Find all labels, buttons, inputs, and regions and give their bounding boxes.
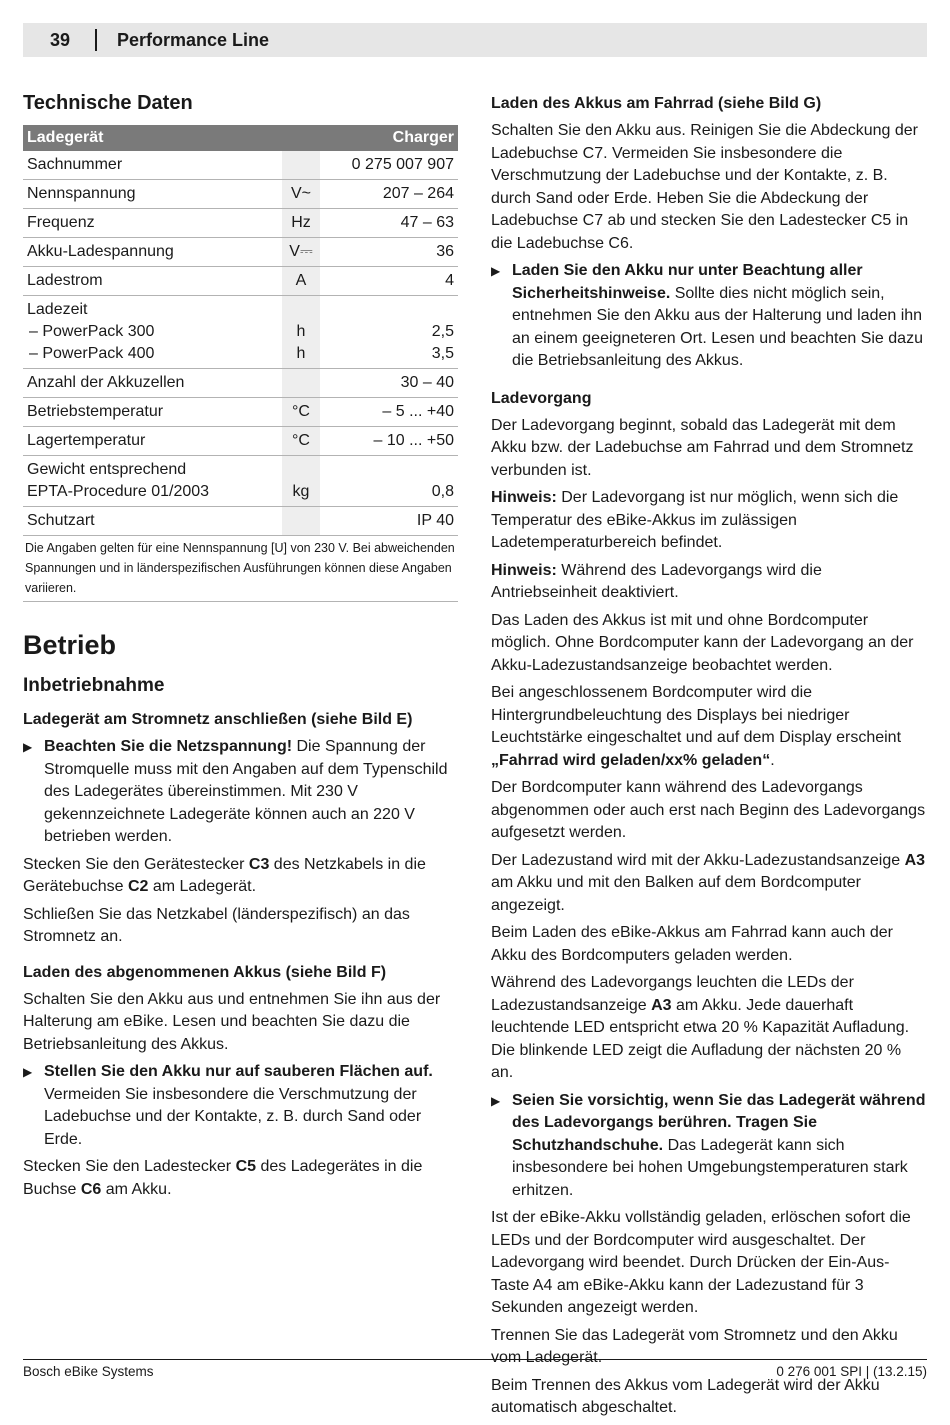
paragraph: Schließen Sie das Netzkabel (länderspezifisch) an das Stromnetz an. <box>23 905 410 945</box>
spec-unit <box>282 296 320 369</box>
right-column <box>491 90 927 1425</box>
spec-unit: A <box>282 267 320 296</box>
triangle-right-icon: ▶ <box>23 1065 33 1079</box>
paragraph: Schalten Sie den Akku aus und entnehmen Sie ihn aus der Halterung am eBike. Lesen und beachten Sie dazu die Betriebsanleitung des Akkus. <box>23 990 441 1053</box>
triangle-right-icon: ▶ <box>491 1093 501 1108</box>
spec-unit: V⎓ <box>282 238 320 267</box>
paragraph: Der Ladevorgang beginnt, sobald das Ladegerät mit dem Akku bzw. der Ladebuchse am Fahrrad und dem Stromnetz verbunden ist. <box>491 416 914 479</box>
page-footer <box>23 1359 927 1379</box>
spec-value: 30 – 40 <box>320 369 458 398</box>
heading-battery-on-bike: Laden des Akkus am Fahrrad (siehe Bild G) <box>491 95 822 112</box>
tech-data-heading: Technische Daten <box>23 92 193 114</box>
spec-value: 0,8 <box>320 456 458 507</box>
paragraph: Bei angeschlossenem Bordcomputer wird die Hintergrundbeleuchtung des Displays bei niedriger Leuchtstärke eingeschaltet und auf dem Display erscheint „Fahrrad wird geladen/xx% geladen“. <box>491 684 902 769</box>
spec-unit: Hz <box>282 209 320 238</box>
section-title-betrieb: Betrieb <box>23 630 117 660</box>
paragraph: Stecken Sie den Gerätestecker C3 des Netzkabels in die Gerätebuchse C2 am Ladegerät. <box>23 855 426 895</box>
paragraph: Das Laden des Akkus ist mit und ohne Bordcomputer möglich. Ohne Bordcomputer kann der Ladevorgang an der Akku-Ladezustandsanzeige beobachtet werden. <box>491 611 914 674</box>
bullet-item <box>23 736 458 849</box>
ladezeit-unit-400: h <box>296 345 306 362</box>
spec-header-left: Ladegerät <box>23 125 320 151</box>
bullet-text: Beachten Sie die Netzspannung! Die Spannung der Stromquelle muss mit den Angaben auf dem Typenschild des Ladegerätes übereinstimmen. Mit 230 V gekennzeichnete Ladegeräte können auch an 220 V betrieben werden. <box>44 738 448 845</box>
spec-header-right: Charger <box>320 125 458 151</box>
spec-label <box>23 456 282 507</box>
spec-row <box>23 238 458 267</box>
footer-left: Bosch eBike Systems <box>23 1364 154 1379</box>
bullet-text: Laden Sie den Akku nur unter Beachtung aller Sicherheitshinweise. Sollte dies nicht möglich sein, entnehmen Sie den Akku aus der Halterung und laden ihn an einem geeigneteren Ort. Lesen und beachten Sie dazu die Betriebsanleitung des Akkus. <box>512 262 923 369</box>
spec-label <box>23 296 282 369</box>
spec-unit: °C <box>282 427 320 456</box>
triangle-right-icon: ▶ <box>23 740 33 754</box>
ladezeit-value-400: 3,5 <box>431 345 454 362</box>
spec-row <box>23 427 458 456</box>
spec-value: 36 <box>320 238 458 267</box>
spec-label: Lagertemperatur <box>23 427 282 456</box>
left-column <box>23 90 458 1206</box>
spec-unit: kg <box>282 456 320 507</box>
spec-row-gewicht <box>23 456 458 507</box>
ladezeit-label: Ladezeit <box>27 301 88 318</box>
note-paragraph: Hinweis: Während des Ladevorgangs wird die Antriebseinheit deaktiviert. <box>491 561 822 601</box>
spec-unit: V~ <box>282 180 320 209</box>
bullet-item <box>23 1061 458 1151</box>
ladezeit-unit-300: h <box>296 323 306 340</box>
spec-row <box>23 398 458 427</box>
spec-value: 47 – 63 <box>320 209 458 238</box>
paragraph: Beim Laden des eBike-Akkus am Fahrrad kann auch der Akku des Bordcomputers geladen werden. <box>491 924 893 964</box>
triangle-right-icon: ▶ <box>491 264 501 278</box>
paragraph: Der Ladezustand wird mit der Akku-Ladezustandsanzeige A3 am Akku und mit den Balken auf dem Bordcomputer angezeigt. <box>491 851 926 914</box>
heading-ladevorgang: Ladevorgang <box>491 389 592 407</box>
spec-table-header <box>23 125 458 151</box>
spec-row <box>23 507 458 536</box>
paragraph: Beim Trennen des Akkus vom Ladegerät wird der Akku automatisch abgeschaltet. <box>491 1376 880 1416</box>
spec-label: Sachnummer <box>23 151 282 180</box>
spec-unit <box>282 507 320 536</box>
spec-row-ladezeit <box>23 296 458 369</box>
spec-row <box>23 180 458 209</box>
ladezeit-item-300: – PowerPack 300 <box>29 323 155 340</box>
spec-value: IP 40 <box>320 507 458 536</box>
header-title: Performance Line <box>117 29 270 50</box>
spec-row <box>23 267 458 296</box>
spec-value <box>320 296 458 369</box>
ladezeit-item-400: – PowerPack 400 <box>29 345 155 362</box>
bullet-item <box>491 260 927 373</box>
table-note: Die Angaben gelten für eine Nennspannung [U] von 230 V. Bei abweichenden Spannungen und in länderspezifischen Ausführungen können diese Angaben variieren. <box>23 536 458 602</box>
gewicht-line1: Gewicht entsprechend <box>27 461 187 478</box>
paragraph: Trennen Sie das Ladegerät vom Stromnetz und den Akku vom Ladegerät. <box>491 1326 898 1366</box>
spec-value: – 5 ... +40 <box>320 398 458 427</box>
spec-row <box>23 209 458 238</box>
spec-label: Betriebstemperatur <box>23 398 282 427</box>
spec-value: 0 275 007 907 <box>320 151 458 180</box>
spec-value: 207 – 264 <box>320 180 458 209</box>
spec-unit <box>282 369 320 398</box>
spec-label: Akku-Ladespannung <box>23 238 282 267</box>
paragraph: Stecken Sie den Ladestecker C5 des Ladegerätes in die Buchse C6 am Akku. <box>23 1158 423 1198</box>
spec-label: Anzahl der Akkuzellen <box>23 369 282 398</box>
spec-table <box>23 125 458 536</box>
spec-label: Schutzart <box>23 507 282 536</box>
spec-unit <box>282 151 320 180</box>
bullet-text: Seien Sie vorsichtig, wenn Sie das Ladegerät während des Ladevorgangs berühren. Tragen Sie Schutzhandschuhe. Das Ladegerät kann sich insbesondere bei hohen Umgebungstemperaturen stark erhitzen. <box>512 1091 926 1199</box>
bullet-text: Stellen Sie den Akku nur auf sauberen Flächen auf. Vermeiden Sie insbesondere die Verschmutzung der Ladebuchse und der Kontakte, z. B. durch Sand oder Erde. <box>44 1063 433 1148</box>
paragraph: Ist der eBike-Akku vollständig geladen, erlöschen sofort die LEDs und der Bordcomputer wird ausgeschaltet. Der Ladevorgang wird beendet. Durch Drücken der Ein-Aus-Taste A4 am eBike-Akku kann der Ladezustand für 3 Sekunden angezeigt werden. <box>491 1209 911 1316</box>
subsection-title-inbetriebnahme: Inbetriebnahme <box>23 675 165 696</box>
page-header <box>23 23 927 57</box>
spec-label: Ladestrom <box>23 267 282 296</box>
paragraph: Während des Ladevorgangs leuchten die LEDs der Ladezustandsanzeige A3 am Akku. Jede dauerhaft leuchtende LED entspricht etwa 20 % Kapazität Aufladung. Die blinkende LED zeigt die Aufladung der nächsten 20 % an. <box>491 974 910 1081</box>
spec-value: – 10 ... +50 <box>320 427 458 456</box>
spec-row <box>23 151 458 180</box>
spec-label: Frequenz <box>23 209 282 238</box>
gewicht-line2: EPTA-Procedure 01/2003 <box>27 483 210 500</box>
paragraph: Der Bordcomputer kann während des Ladevorgangs abgenommen oder auch erst nach Beginn des Ladevorgangs aufgesetzt werden. <box>491 779 926 841</box>
ladezeit-value-300: 2,5 <box>431 323 454 340</box>
heading-removed-battery: Laden des abgenommenen Akkus (siehe Bild F) <box>23 963 387 981</box>
note-paragraph: Hinweis: Der Ladevorgang ist nur möglich, wenn sich die Temperatur des eBike-Akkus im zulässigen Ladetemperaturbereich befindet. <box>491 489 899 551</box>
page-number: 39 <box>49 29 71 50</box>
heading-charger-mains: Ladegerät am Stromnetz anschließen (siehe Bild E) <box>23 711 413 728</box>
spec-value: 4 <box>320 267 458 296</box>
spec-unit: °C <box>282 398 320 427</box>
bullet-item <box>491 1090 927 1203</box>
paragraph: Schalten Sie den Akku aus. Reinigen Sie die Abdeckung der Ladebuchse C7. Vermeiden Sie insbesondere die Verschmutzung der Ladebuchse und der Kontakte, z. B. durch Sand oder Erde. Heben Sie die Abdeckung der Ladebuchse C7 ab und stecken Sie den Ladestecker C5 in die Ladebuchse C6. <box>491 122 918 252</box>
spec-label: Nennspannung <box>23 180 282 209</box>
footer-right: 0 276 001 SPI | (13.2.15) <box>776 1364 927 1379</box>
spec-row <box>23 369 458 398</box>
